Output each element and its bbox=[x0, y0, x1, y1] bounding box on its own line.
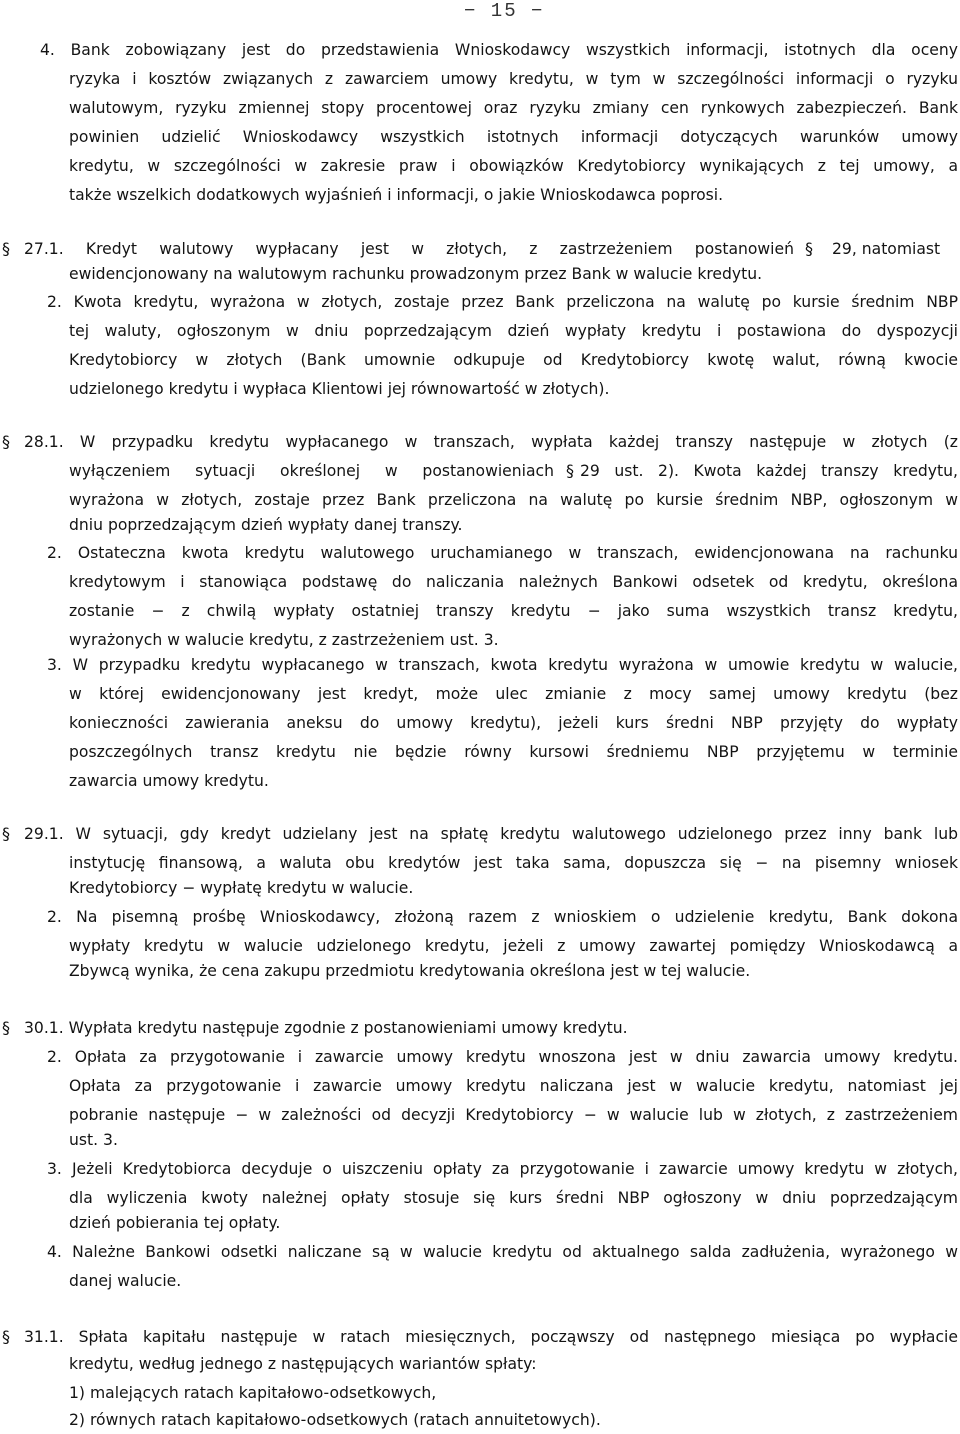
text-line: powinien udzielić Wnioskodawcy wszystkich istotnych informacji dotyczących warunków umowy bbox=[69, 128, 958, 146]
text-line: tej waluty, ogłoszonym w dniu poprzedzającym dzień wypłaty kredytu i postawiona do dyspozycji bbox=[69, 322, 958, 340]
text-line: wyrażonych w walucie kredytu, z zastrzeżeniem ust. 3. bbox=[69, 631, 499, 649]
text-line: danej walucie. bbox=[69, 1272, 182, 1290]
list-item: 2) równych ratach kapitałowo-odsetkowych (ratach annuitetowych). bbox=[69, 1411, 601, 1429]
text-line: Kredytobiorcy w złotych (Bank umownie odkupuje od Kredytobiorcy kwotę walut, równą kwocie bbox=[69, 351, 958, 369]
text-line: 28.1. W przypadku kredytu wypłacanego w transzach, wypłata każdej transzy następuje w złotych (z bbox=[24, 433, 958, 451]
text-line: ewidencjonowany na walutowym rachunku prowadzonym przez Bank w walucie kredytu. bbox=[69, 265, 763, 283]
text-line: walutowym, ryzyku zmiennej stopy procentowej oraz ryzyku zmiany cen rynkowych zabezpieczeń. Bank bbox=[69, 99, 958, 117]
text-line: pobranie następuje − w zależności od decyzji Kredytobiorcy − w walucie lub w złotych, z zastrzeżeniem bbox=[69, 1106, 958, 1124]
text-line: 2. Ostateczna kwota kredytu walutowego uruchamianego w transzach, ewidencjonowana na rachunku bbox=[47, 544, 958, 562]
text-line: wyłączeniem sytuacji określonej w postanowieniach bbox=[69, 462, 554, 480]
text-line: kredytu, w szczególności w zakresie praw i obowiązków Kredytobiorcy wynikających z tej umowy, a bbox=[69, 157, 958, 175]
text-line: Zbywcą wynika, że cena zakupu przedmiotu kredytowania określona jest w tej walucie. bbox=[69, 962, 751, 980]
text-line: dniu poprzedzającym dzień wypłaty danej transzy. bbox=[69, 516, 463, 534]
text-line: w której ewidencjonowany jest kredyt, może ulec zmianie z mocy samej umowy kredytu (bez bbox=[69, 685, 958, 703]
section-sign: § bbox=[805, 239, 813, 258]
text-line: kredytowym i stanowiąca podstawę do naliczania należnych Bankowi odsetek od kredytu, określona bbox=[69, 573, 958, 591]
text-line: 2. Na pisemną prośbę Wnioskodawcy, złożoną razem z wnioskiem o udzielenie kredytu, Bank dokona bbox=[47, 908, 958, 926]
page-number: − 15 − bbox=[464, 0, 545, 22]
text-line: ust. 3. bbox=[69, 1131, 118, 1149]
text-line: wyrażona w złotych, zostaje przez Bank przeliczona na walutę po kursie średnim NBP, ogłoszonym w bbox=[69, 491, 958, 509]
section-sign: § bbox=[2, 432, 10, 451]
text-line: 2. Kwota kredytu, wyrażona w złotych, zostaje przez Bank przeliczona na walutę po kursie średnim NBP bbox=[47, 293, 958, 311]
section-sign: § bbox=[2, 239, 10, 258]
section-sign: § bbox=[2, 1018, 10, 1037]
text-line: 27.1. Kredyt walutowy wypłacany jest w złotych, z zastrzeżeniem postanowień bbox=[24, 240, 794, 258]
list-item: 1) malejących ratach kapitałowo-odsetkowych, bbox=[69, 1384, 437, 1402]
text-line: instytucję finansową, a waluta obu kredytów jest taka sama, dopuszcza się − na pisemny wniosek bbox=[69, 854, 958, 872]
text-line: 30.1. Wypłata kredytu następuje zgodnie z postanowieniami umowy kredytu. bbox=[24, 1019, 628, 1037]
text-line: 29 ust. 2). Kwota każdej transzy kredytu, bbox=[580, 462, 958, 480]
text-line: 4. Bank zobowiązany jest do przedstawienia Wnioskodawcy wszystkich informacji, istotnych dla oceny bbox=[40, 41, 958, 59]
text-line: Kredytobiorcy − wypłatę kredytu w walucie. bbox=[69, 879, 414, 897]
text-line: 2. Opłata za przygotowanie i zawarcie umowy kredytu wnoszona jest w dniu zawarcia umowy kredytu. bbox=[47, 1048, 958, 1066]
text-line: zawarcia umowy kredytu. bbox=[69, 772, 269, 790]
text-line: dla wyliczenia kwoty należnej opłaty stosuje się kurs średni NBP ogłoszony w dniu poprzedzającym bbox=[69, 1189, 958, 1207]
text-line: zostanie − z chwilą wypłaty ostatniej transzy kredytu − jako suma wszystkich transz kredytu, bbox=[69, 602, 958, 620]
text-line: dzień pobierania tej opłaty. bbox=[69, 1214, 281, 1232]
text-line: Opłata za przygotowanie i zawarcie umowy kredytu naliczana jest w walucie kredytu, natomiast jej bbox=[69, 1077, 958, 1095]
text-line: konieczności zawierania aneksu do umowy kredytu), jeżeli kurs średni NBP przyjęty do wypłaty bbox=[69, 714, 958, 732]
text-line: także wszelkich dodatkowych wyjaśnień i informacji, o jakie Wnioskodawca poprosi. bbox=[69, 186, 724, 204]
text-line: 29, natomiast bbox=[832, 240, 941, 258]
section-sign: § bbox=[566, 461, 574, 480]
text-line: 29.1. W sytuacji, gdy kredyt udzielany jest na spłatę kredytu walutowego udzielonego przez inny bank lub bbox=[24, 825, 958, 843]
text-line: kredytu, według jednego z następujących wariantów spłaty: bbox=[69, 1355, 537, 1373]
text-line: 3. W przypadku kredytu wypłacanego w transzach, kwota kredytu wyrażona w umowie kredytu w walucie, bbox=[47, 656, 958, 674]
text-line: 4. Należne Bankowi odsetki naliczane są w walucie kredytu od aktualnego salda zadłużenia, wyrażonego w bbox=[47, 1243, 958, 1261]
text-line: udzielonego kredytu i wypłaca Klientowi jej równowartość w złotych). bbox=[69, 380, 610, 398]
section-sign: § bbox=[2, 824, 10, 843]
text-line: ryzyka i kosztów związanych z zawarciem umowy kredytu, w tym w szczególności informacji o ryzyku bbox=[69, 70, 958, 88]
text-line: poszczególnych transz kredytu nie będzie równy kursowi średniemu NBP przyjętemu w terminie bbox=[69, 743, 958, 761]
section-sign: § bbox=[2, 1327, 10, 1346]
text-line: wypłaty kredytu w walucie udzielonego kredytu, jeżeli z umowy zawartej pomiędzy Wnioskodawcą a bbox=[69, 937, 958, 955]
text-line: 31.1. Spłata kapitału następuje w ratach miesięcznych, począwszy od następnego miesiąca po wypłacie bbox=[24, 1328, 958, 1346]
text-line: 3. Jeżeli Kredytobiorca decyduje o uiszczeniu opłaty za przygotowanie i zawarcie umowy kredytu w złotych, bbox=[47, 1160, 958, 1178]
